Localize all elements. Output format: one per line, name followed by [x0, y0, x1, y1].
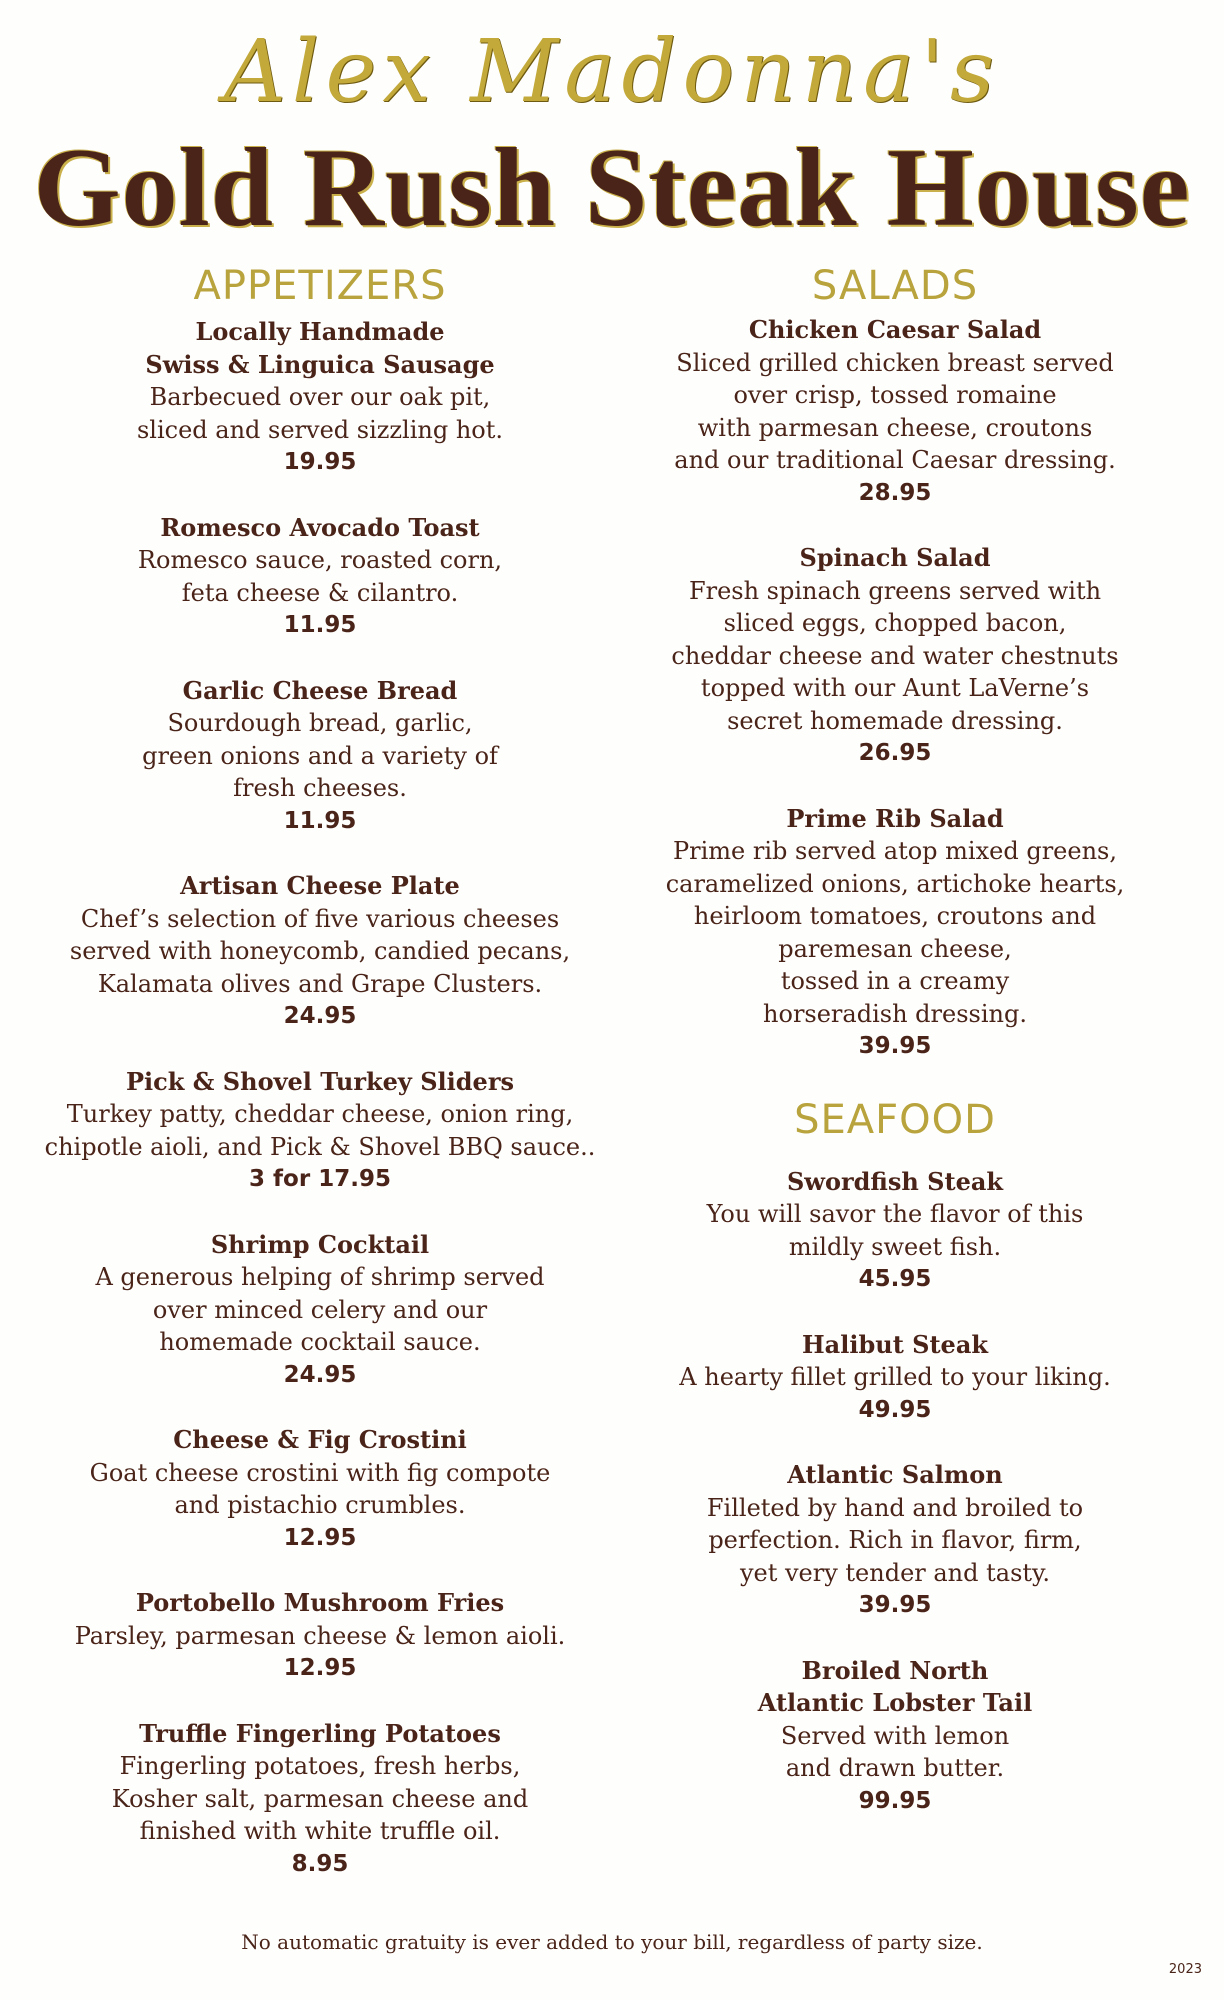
menu-item: [620, 1655, 1170, 1818]
menu-item-price: 24.95: [283, 1361, 357, 1388]
menu-item-description: Fingerling potatoes, fresh herbs, Kosher salt, parmesan cheese and finished with white truffle oil.: [111, 1752, 529, 1845]
gratuity-note: No automatic gratuity is ever added to your bill, regardless of party size.: [241, 1930, 983, 1954]
menu-item-description: Romesco sauce, roasted corn, feta cheese & cilantro.: [137, 546, 503, 607]
menu-item: [40, 675, 600, 838]
seafood-list: [620, 1166, 1170, 1818]
menu-item: [40, 512, 600, 642]
left-column: [40, 262, 600, 1913]
menu-item: [40, 1587, 600, 1685]
menu-item-price: 39.95: [858, 1592, 932, 1618]
menu-item-price: 49.95: [858, 1396, 932, 1423]
salads-heading: SALADS: [811, 263, 979, 309]
menu-item-description: Sliced grilled chicken breast served over crisp, tossed romaine with parmesan cheese, croutons and our traditional Caesar dressing.: [674, 348, 1116, 474]
seafood-heading: SEAFOOD: [794, 1096, 996, 1143]
menu-item-name: Artisan Cheese Plate: [180, 871, 460, 900]
menu-item-price: 24.95: [283, 1003, 357, 1029]
menu-header: [0, 0, 1224, 260]
menu-item-description: Served with lemon and drawn butter.: [780, 1721, 1010, 1782]
menu-item: [620, 314, 1170, 509]
menu-item: [620, 803, 1170, 1063]
menu-item-name: Cheese & Fig Crostini: [173, 1425, 467, 1454]
menu-item-name: Chicken Caesar Salad: [748, 315, 1042, 344]
appetizers-heading: APPETIZERS: [193, 263, 447, 309]
menu-item: [40, 1718, 600, 1881]
menu-item-price: 28.95: [858, 479, 932, 506]
menu-item-description: Chef’s selection of five various cheeses served with honeycomb, candied pecans, Kalamata olives and Grape Clusters.: [69, 904, 571, 998]
menu-item: [620, 1459, 1170, 1622]
menu-item-name: Garlic Cheese Bread: [182, 675, 458, 705]
menu-item-price: 19.95: [283, 449, 357, 475]
right-column: [620, 262, 1170, 1850]
menu-item-description: Fresh spinach greens served with sliced eggs, chopped bacon, cheddar cheese and water chestnuts topped with our Aunt LaVerne’s secret homemade dressing.: [671, 576, 1119, 735]
menu-item-name: Prime Rib Salad: [786, 803, 1004, 833]
menu-item-description: Filleted by hand and broiled to perfection. Rich in flavor, firm, yet very tender and tasty.: [706, 1493, 1084, 1587]
menu-item-description: Barbecued over our oak pit, sliced and served sizzling hot.: [136, 383, 504, 444]
restaurant-title: Gold Rush Steak House: [33, 126, 1191, 250]
menu-item: [620, 1166, 1170, 1296]
menu-item-name: Atlantic Salmon: [787, 1460, 1003, 1489]
menu-item-description: A generous helping of shrimp served over minced celery and our homemade cocktail sauce.: [95, 1263, 545, 1356]
year-stamp: 2023: [1168, 1962, 1202, 1977]
menu-item-name: Portobello Mushroom Fries: [135, 1588, 505, 1617]
menu-item-name: Pick & Shovel Turkey Sliders: [126, 1066, 514, 1096]
salads-list: [620, 314, 1170, 1063]
menu-item-name: Truffle Fingerling Potatoes: [139, 1718, 501, 1748]
menu-item-description: Sourdough bread, garlic, green onions and a variety of fresh cheeses.: [142, 709, 498, 802]
menu-item: [620, 1329, 1170, 1427]
menu-item-name: Shrimp Cocktail: [210, 1229, 430, 1259]
menu-item: [40, 870, 600, 1033]
menu-item-name: Swordfish Steak: [786, 1166, 1004, 1196]
menu-item-name: Romesco Avocado Toast: [160, 512, 480, 542]
appetizers-list: [40, 316, 600, 1880]
menu-item-description: Parsley, parmesan cheese & lemon aioli.: [74, 1621, 566, 1650]
menu-item-name: Locally Handmade Swiss & Linguica Sausage: [145, 317, 495, 379]
menu-item-description: Prime rib served atop mixed greens, caramelized onions, artichoke hearts, heirloom tomatoes, croutons and paremesan cheese, tossed in a creamy horseradish dressing.: [665, 837, 1125, 1028]
menu-item-price: 99.95: [858, 1787, 932, 1814]
menu-item-name: Halibut Steak: [802, 1329, 988, 1359]
menu-item-price: 11.95: [283, 612, 357, 638]
menu-item-price: 12.95: [283, 1655, 357, 1681]
menu-item-description: You will savor the flavor of this mildly sweet fish.: [706, 1200, 1084, 1261]
menu-item-name: Spinach Salad: [799, 543, 991, 572]
menu-item-description: Goat cheese crostini with fig compote and pistachio crumbles.: [89, 1458, 551, 1519]
menu-item: [40, 316, 600, 479]
menu-item-name: Broiled North Atlantic Lobster Tail: [757, 1655, 1033, 1717]
menu-item: [40, 1424, 600, 1554]
menu-item-price: 26.95: [858, 740, 932, 766]
script-title: Alex Madonna's: [223, 22, 1001, 122]
menu-item-price: 8.95: [291, 1850, 349, 1877]
menu-item: [620, 542, 1170, 770]
menu-item: [40, 1229, 600, 1392]
menu-item-price: 3 for 17.95: [249, 1166, 391, 1192]
menu-item-description: A hearty fillet grilled to your liking.: [679, 1363, 1111, 1391]
menu-item-price: 12.95: [283, 1524, 357, 1551]
menu-item-price: 39.95: [858, 1033, 932, 1059]
menu-item: [40, 1066, 600, 1196]
menu-item-price: 45.95: [858, 1266, 932, 1292]
menu-item-description: Turkey patty, cheddar cheese, onion ring, chipotle aioli, and Pick & Shovel BBQ sauce..: [44, 1100, 596, 1161]
seafood-section: [620, 1096, 1170, 1818]
menu-item-price: 11.95: [283, 807, 357, 834]
